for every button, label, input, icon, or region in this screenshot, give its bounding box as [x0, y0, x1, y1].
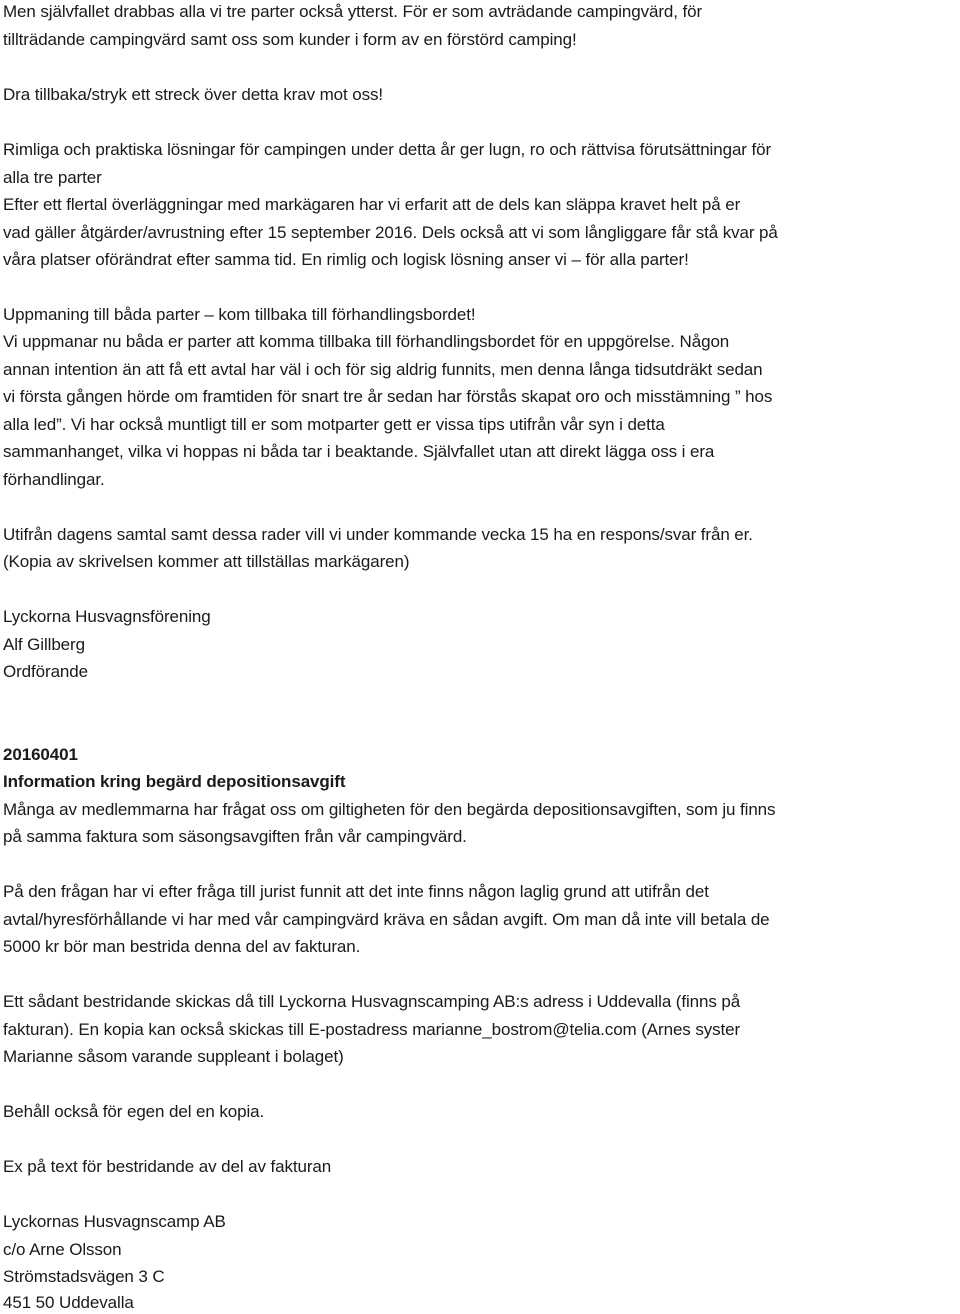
text-line: förhandlingar. — [3, 470, 105, 489]
address-line: Strömstadsvägen 3 C — [3, 1267, 165, 1286]
address-line: c/o Arne Olsson — [3, 1240, 122, 1259]
text-line: sammanhanget, vilka vi hoppas ni båda tar i beaktande. Självfallet utan att direkt lägga oss i era — [3, 442, 715, 461]
text-line: vi första gången hörde om framtiden för snart tre år sedan har förstås skapat oro och misstämning ” hos — [3, 387, 773, 406]
text-line: Men självfallet drabbas alla vi tre parter också ytterst. För er som avträdande campingvärd, för — [3, 2, 703, 21]
text-line: Rimliga och praktiska lösningar för campingen under detta år ger lugn, ro och rättvisa förutsättningar för — [3, 140, 772, 159]
signature-name: Alf Gillberg — [3, 635, 85, 654]
text-line: vad gäller åtgärder/avrustning efter 15 september 2016. Dels också att vi som långliggare får stå kvar på — [3, 223, 778, 242]
text-line: (Kopia av skrivelsen kommer att tillställas markägaren) — [3, 552, 410, 571]
text-line: annan intention än att få ett avtal har väl i och för sig aldrig funnits, men denna långa tidsutdräkt sedan — [3, 360, 763, 379]
text-line: våra platser oförändrat efter samma tid. En rimlig och logisk lösning anser vi – för alla parter! — [3, 250, 689, 269]
text-line: på samma faktura som säsongsavgiften från vår campingvärd. — [3, 827, 467, 846]
text-line: Uppmaning till båda parter – kom tillbaka till förhandlingsbordet! — [3, 305, 476, 324]
text-line: Många av medlemmarna har frågat oss om giltigheten för den begärda depositionsavgiften, som ju finns — [3, 800, 776, 819]
text-line: alla led”. Vi har också muntligt till er som motparter gett er vissa tips utifrån vår syn i detta — [3, 415, 665, 434]
text-line: avtal/hyresförhållande vi har med vår campingvärd kräva en sådan avgift. Om man då inte vill betala de — [3, 910, 770, 929]
signature-role: Ordförande — [3, 662, 88, 681]
text-line: tillträdande campingvärd samt oss som kunder i form av en förstörd camping! — [3, 30, 577, 49]
text-line: fakturan). En kopia kan också skickas till E-postadress marianne_bostrom@telia.com (Arnes syster — [3, 1020, 741, 1039]
text-line: alla tre parter — [3, 168, 102, 187]
text-line: Ett sådant bestridande skickas då till Lyckorna Husvagnscamping AB:s adress i Uddevalla (finns på — [3, 992, 741, 1011]
signature-org: Lyckorna Husvagnsförening — [3, 607, 211, 626]
text-line: Vi uppmanar nu båda er parter att komma tillbaka till förhandlingsbordet för en uppgörelse. Någon — [3, 332, 730, 351]
text-line: Dra tillbaka/stryk ett streck över detta krav mot oss! — [3, 85, 384, 104]
text-line: Marianne såsom varande suppleant i bolaget) — [3, 1047, 344, 1066]
section-date: 20160401 — [3, 745, 78, 764]
text-line: Efter ett flertal överläggningar med markägaren har vi erfarit att de dels kan släppa kravet helt på er — [3, 195, 741, 214]
text-line: 5000 kr bör man bestrida denna del av fakturan. — [3, 937, 361, 956]
text-line: På den frågan har vi efter fråga till jurist funnit att det inte finns någon laglig grund att utifrån det — [3, 882, 709, 901]
section-heading: Information kring begärd depositionsavgift — [3, 772, 346, 791]
text-line: Ex på text för bestridande av del av fakturan — [3, 1157, 332, 1176]
address-line: 451 50 Uddevalla — [3, 1293, 134, 1312]
address-line: Lyckornas Husvagnscamp AB — [3, 1212, 226, 1231]
text-line: Utifrån dagens samtal samt dessa rader vill vi under kommande vecka 15 ha en respons/svar från er. — [3, 525, 753, 544]
text-line: Behåll också för egen del en kopia. — [3, 1102, 265, 1121]
